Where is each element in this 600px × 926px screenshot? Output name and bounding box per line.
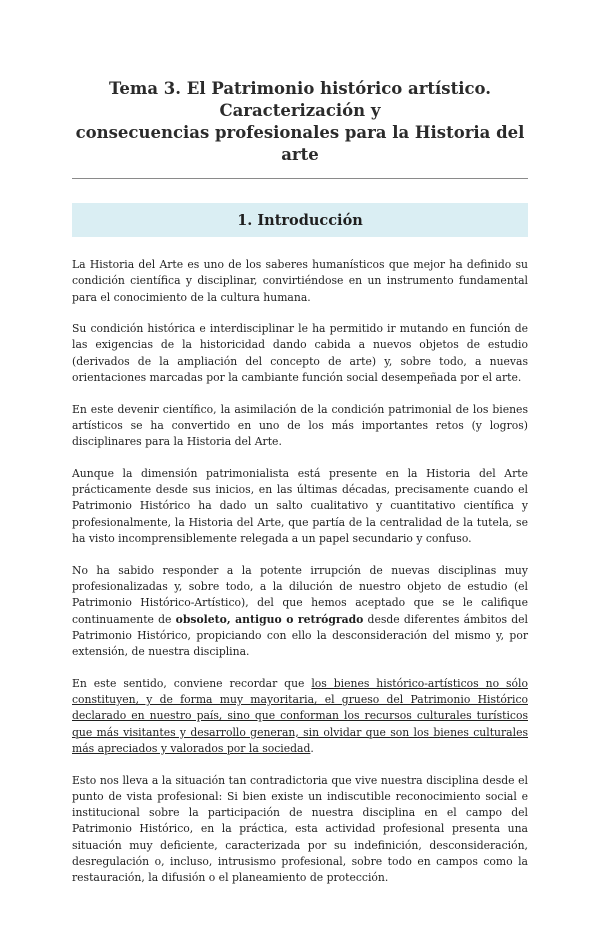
paragraph-3: En este devenir científico, la asimilación de la condición patrimonial de los bienes artísticos se ha convertido en uno de los más importantes retos (y logros) disciplinares para la Historia del Arte. [72,402,528,449]
paragraph-6-text-b: . [310,741,314,755]
document-page [0,78,600,926]
paragraph-5-bold: obsoleto, antiguo o retrógrado [175,612,364,626]
paragraph-5 [72,563,528,661]
paragraph-7: Esto nos lleva a la situación tan contradictoria que vive nuestra disciplina desde el punto de vista profesional: Si bien existe un indiscutible reconocimiento social e institucional sobre la participación de nuestra disciplina en el campo del Patrimonio Histórico, en la práctica, esta actividad profesional presenta una situación muy deficiente, caracterizada por su indefinición, desconsideración, desregulación o, incluso, intrusismo profesional, sobre todo en campos como la restauración, la difusión o el planeamiento de protección. [72,773,528,885]
paragraph-2: Su condición histórica e interdisciplinar le ha permitido ir mutando en función de las exigencias de la historicidad dando cabida a nuevos objetos de estudio (derivados de la ampliación del concepto de arte) y, sobre todo, a nuevas orientaciones marcadas por la cambiante función social desempeñada por el arte. [72,322,528,385]
paragraph-6 [72,676,528,757]
paragraph-6-text-a: En este sentido, conviene recordar que [72,676,312,690]
body-text [72,257,528,887]
title-divider [72,178,528,179]
document-title [72,78,528,166]
paragraph-4: Aunque la dimensión patrimonialista está presente en la Historia del Arte prácticamente desde sus inicios, en las últimas décadas, precisamente cuando el Patrimonio Histórico ha dado un salto cualitativo y cuantitativo científica y profesionalmente, la Historia del Arte, que partía de la centralidad de la tutela, se ha visto incomprensiblemente relegada a un papel secundario y confuso. [72,466,528,546]
paragraph-5-text-b: desde diferentes ámbitos del Patrimonio Histórico, propiciando con ello la desconsideración del mismo y, por extensión, de nuestra disciplina. [72,612,528,659]
paragraph-1: La Historia del Arte es uno de los saberes humanísticos que mejor ha definido su condición científica y disciplinar, convirtiéndose en un instrumento fundamental para el conocimiento de la cultura humana. [72,258,528,304]
paragraph-6-underlined: los bienes histórico-artísticos no sólo constituyen, y de forma muy mayoritaria, el grueso del Patrimonio Histórico declarado en nuestro país, sino que conforman los recursos culturales turísticos que más visitantes y desarrollo generan, sin olvidar que son los bienes culturales más apreciados y valorados por la sociedad [72,676,529,755]
title-line-1: Tema 3. El Patrimonio histórico artístico. Caracterización y [109,79,491,120]
paragraph-5-text-a: No ha sabido responder a la potente irrupción de nuevas disciplinas muy profesionalizadas y, sobre todo, a la dilución de nuestro objeto de estudio (el Patrimonio Histórico-Artístico), del que hemos aceptado que se le califique continuamente de [72,563,528,626]
title-line-2: consecuencias profesionales para la Historia del arte [75,123,525,164]
section-heading: 1. Introducción [72,203,528,237]
